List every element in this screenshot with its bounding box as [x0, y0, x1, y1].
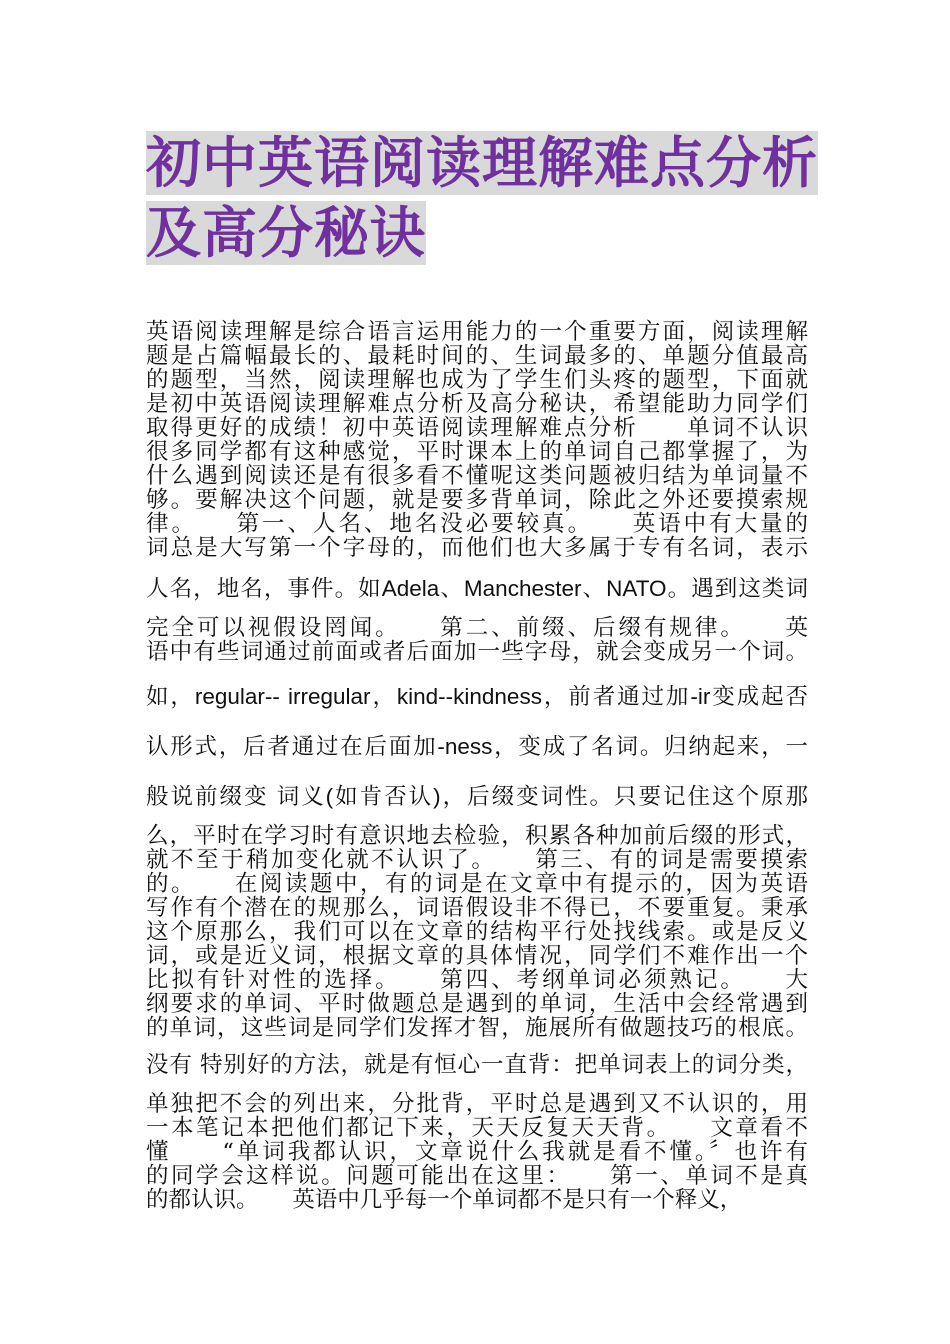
- text-line: 纲要求的单词、平时做题总是遇到的单词，生活中会经常遇到: [146, 991, 808, 1017]
- text-line: 般说前缀变 词义(如肯否认)，后缀变词性。只要记住这个原那: [146, 784, 808, 809]
- text-line: 的题型，当然，阅读理解也成为了学生们头疼的题型，下面就: [146, 367, 808, 393]
- text-line: 比拟有针对性的选择。 第四、考纲单词必须熟记。 大: [146, 967, 808, 993]
- document-title: [146, 128, 826, 268]
- title-text: 初中英语阅读理解难点分析及高分秘诀: [146, 131, 819, 265]
- text-line: 很多同学都有这种感觉，平时课本上的单词自己都掌握了，为: [146, 439, 808, 465]
- text-line: 的都认识。 英语中几乎每一个单词都不是只有一个释义，: [146, 1187, 743, 1213]
- text-line: 的单词，这些词是同学们发挥才智，施展所有做题技巧的根底。: [146, 1015, 808, 1041]
- article-body: [146, 320, 808, 1212]
- text-line: 的同学会这样说。问题可能出在这里： 第一、单词不是真: [146, 1163, 808, 1189]
- text-line: 语中有些词通过前面或者后面加一些字母，就会变成另一个词。: [146, 639, 808, 665]
- text-line: 懂 “单词我都认识，文章说什么我就是看不懂。〞也许有: [146, 1139, 808, 1165]
- text-line: 的。 在阅读题中，有的词是在文章中有提示的，因为英语: [146, 871, 808, 897]
- text-line: 律。 第一、人名、地名没必要较真。 英语中有大量的: [146, 511, 808, 537]
- text-line: 么，平时在学习时有意识地去检验，积累各种加前后缀的形式，: [146, 823, 808, 849]
- text-line: 题是占篇幅最长的、最耗时间的、生词最多的、单题分值最高: [146, 343, 808, 369]
- text-line: 够。要解决这个问题，就是要多背单词，除此之外还要摸索规: [146, 487, 808, 513]
- text-line: 词，或是近义词，根据文章的具体情况，同学们不难作出一个: [146, 943, 808, 969]
- text-line: 人名，地名，事件。如Adela、Manchester、NATO。遇到这类词: [146, 576, 808, 601]
- text-line: 认形式，后者通过在后面加-ness，变成了名词。归纳起来，一: [146, 734, 808, 759]
- text-line: 完全可以视假设罔闻。 第二、前缀、后缀有规律。 英: [146, 615, 808, 641]
- text-line: 如，regular-- irregular，kind--kindness，前者通过加-ir变成起否: [146, 684, 808, 709]
- text-line: 是初中英语阅读理解难点分析及高分秘诀，希望能助力同学们: [146, 391, 808, 417]
- text-line: 就不至于稍加变化就不认识了。 第三、有的词是需要摸索: [146, 847, 808, 873]
- text-line: 一本笔记本把他们都记下来，天天反复天天背。 文章看不: [146, 1115, 808, 1141]
- text-line: 词总是大写第一个字母的，而他们也大多属于专有名词，表示: [146, 535, 808, 561]
- text-line: 没有 特别好的方法，就是有恒心一直背：把单词表上的词分类，: [146, 1052, 808, 1077]
- text-line: 什么遇到阅读还是有很多看不懂呢这类问题被归结为单词量不: [146, 463, 808, 489]
- text-line: 取得更好的成绩！初中英语阅读理解难点分析 单词不认识: [146, 415, 808, 441]
- text-line: 写作有个潜在的规那么，词语假设非不得已，不要重复。秉承: [146, 895, 808, 921]
- text-line: 这个原那么，我们可以在文章的结构平行处找线索。或是反义: [146, 919, 808, 945]
- text-line: 单独把不会的列出来，分批背，平时总是遇到又不认识的，用: [146, 1091, 808, 1117]
- text-line: 英语阅读理解是综合语言运用能力的一个重要方面，阅读理解: [146, 319, 808, 345]
